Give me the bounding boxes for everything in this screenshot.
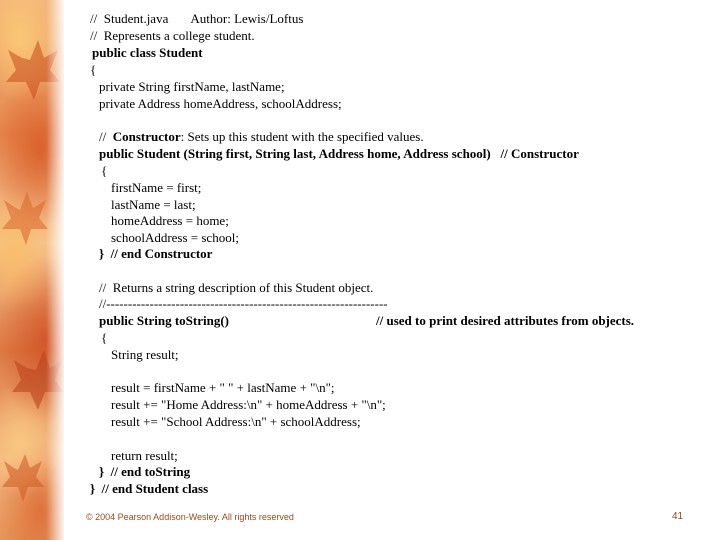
code-line-result-school: result += "School Address:\n" + schoolAddress; <box>111 414 361 429</box>
constructor-keyword: Constructor <box>112 129 181 144</box>
code-line-constructor-open-brace: { <box>101 163 108 178</box>
image-fade <box>46 0 66 540</box>
code-line-class-declaration: public class Student <box>92 45 203 60</box>
code-line-name-fields: private String firstName, lastName; <box>99 79 285 94</box>
code-line-assign-homeaddress: homeAddress = home; <box>111 213 229 228</box>
code-line-tostring-comment: // Returns a string description of this Student object. <box>99 280 374 295</box>
code-line-tostring-signature: public String toString() <box>99 313 230 328</box>
code-line-tostring-comment-right: // used to print desired attributes from objects. <box>376 313 635 328</box>
code-line-address-fields: private Address homeAddress, schoolAddress; <box>99 96 342 111</box>
code-line-class-open-brace: { <box>90 62 97 77</box>
code-line-assign-lastname: lastName = last; <box>111 197 196 212</box>
code-line-end-tostring: } // end toString <box>99 464 191 479</box>
code-line-assign-schooladdress: schoolAddress = school; <box>111 230 239 245</box>
code-line-result-name: result = firstName + " " + lastName + "\n"; <box>111 380 335 395</box>
comment-prefix: // <box>99 129 113 144</box>
copyright-notice: © 2004 Pearson Addison-Wesley. All rights reserved <box>86 512 294 522</box>
code-line-constructor-comment <box>99 129 424 145</box>
code-line-end-constructor: } // end Constructor <box>99 246 213 261</box>
code-line-header-comment: // Student.java Author: Lewis/Loftus <box>90 11 304 26</box>
code-line-result-declaration: String result; <box>111 347 179 362</box>
comment-text: : Sets up this student with the specified values. <box>180 129 424 144</box>
page-number: 41 <box>672 511 684 522</box>
code-line-separator-comment: //----------------------------------------------------------------- <box>99 296 388 311</box>
code-line-end-class: } // end Student class <box>90 481 209 496</box>
code-line-result-home: result += "Home Address:\n" + homeAddress + "\n"; <box>111 397 386 412</box>
code-line-description-comment: // Represents a college student. <box>90 28 255 43</box>
code-line-assign-firstname: firstName = first; <box>111 180 202 195</box>
code-line-constructor-signature: public Student (String first, String last, Address home, Address school) // Constructor <box>99 146 579 161</box>
code-line-tostring-open-brace: { <box>101 330 108 345</box>
code-line-return: return result; <box>111 448 178 463</box>
